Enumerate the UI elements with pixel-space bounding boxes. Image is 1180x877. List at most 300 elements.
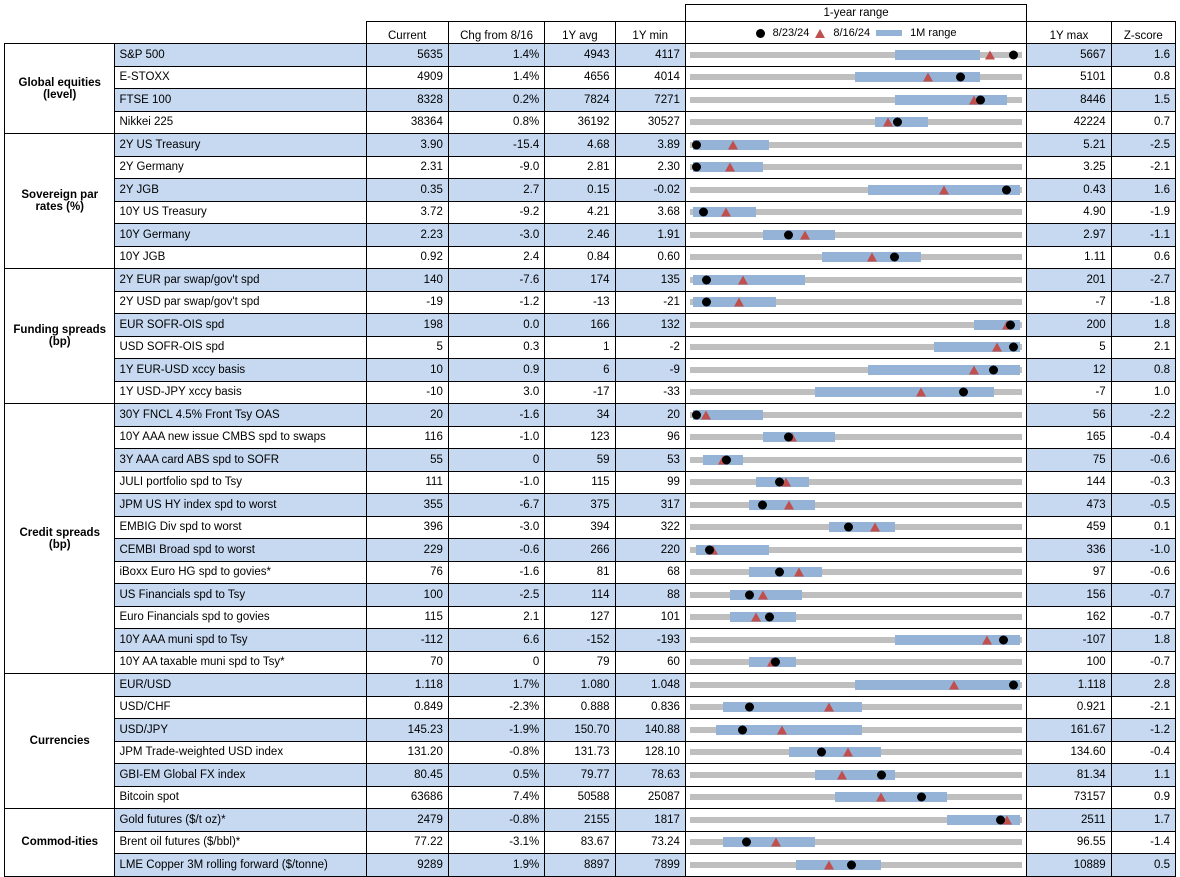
row-range-chart <box>685 561 1026 584</box>
row-z-score: -0.4 <box>1111 426 1175 449</box>
current-marker-icon <box>1009 680 1018 689</box>
prior-week-marker-icon <box>883 118 893 127</box>
range-bar <box>686 764 1026 786</box>
header-1y-max: 1Y max <box>1027 22 1111 44</box>
row-1y-avg: 2.46 <box>545 224 615 247</box>
row-1y-avg: 2155 <box>545 809 615 832</box>
range-bar <box>686 292 1026 314</box>
prior-week-marker-icon <box>725 163 735 172</box>
prior-week-marker-icon <box>751 613 761 622</box>
current-marker-icon <box>976 95 985 104</box>
table-row <box>5 786 1176 809</box>
current-marker-icon <box>742 838 751 847</box>
row-range-chart <box>685 516 1026 539</box>
range-bar <box>686 67 1026 89</box>
row-current: 396 <box>366 516 448 539</box>
row-1y-min: 1817 <box>615 809 685 832</box>
range-bar <box>686 607 1026 629</box>
row-label: USD/JPY <box>115 719 366 742</box>
table-row <box>5 516 1176 539</box>
row-change: 1.4% <box>448 44 544 67</box>
row-1y-avg: 59 <box>545 449 615 472</box>
row-label: EUR/USD <box>115 674 366 697</box>
row-1y-avg: -17 <box>545 381 615 404</box>
range-bar <box>686 584 1026 606</box>
current-marker-icon <box>745 703 754 712</box>
row-change: 2.1 <box>448 606 544 629</box>
row-range-chart <box>685 201 1026 224</box>
current-marker-icon <box>989 365 998 374</box>
row-label: iBoxx Euro HG spd to govies* <box>115 561 366 584</box>
row-z-score: 1.1 <box>1111 764 1175 787</box>
header-chg-from-8-16: Chg from 8/16 <box>448 22 544 44</box>
row-label: 2Y USD par swap/gov't spd <box>115 291 366 314</box>
row-range-chart <box>685 764 1026 787</box>
row-change: 2.7 <box>448 179 544 202</box>
row-label: E-STOXX <box>115 66 366 89</box>
row-z-score: 0.8 <box>1111 359 1175 382</box>
row-1y-avg: 127 <box>545 606 615 629</box>
range-bar <box>686 224 1026 246</box>
row-change: 0.3 <box>448 336 544 359</box>
row-current: 76 <box>366 561 448 584</box>
table-row <box>5 224 1176 247</box>
row-range-chart <box>685 606 1026 629</box>
row-change: -1.2 <box>448 291 544 314</box>
prior-week-marker-icon <box>794 568 804 577</box>
group-label-line: (bp) <box>48 336 71 348</box>
row-z-score: -1.2 <box>1111 719 1175 742</box>
table-row <box>5 764 1176 787</box>
row-1y-avg: 0.888 <box>545 696 615 719</box>
row-z-score: -2.2 <box>1111 404 1175 427</box>
range-track <box>690 232 1022 238</box>
table-row <box>5 314 1176 337</box>
legend-bar-label: 1M range <box>910 27 957 39</box>
row-1y-max: 165 <box>1027 426 1111 449</box>
prior-week-marker-icon <box>721 208 731 217</box>
row-range-chart <box>685 111 1026 134</box>
table-row <box>5 111 1176 134</box>
prior-week-marker-icon <box>916 388 926 397</box>
prior-week-marker-icon <box>734 298 744 307</box>
row-1y-avg: 7824 <box>545 89 615 112</box>
row-1y-max: 42224 <box>1027 111 1111 134</box>
prior-week-marker-icon <box>939 185 949 194</box>
row-range-chart <box>685 674 1026 697</box>
row-label: 2Y Germany <box>115 156 366 179</box>
range-legend <box>685 22 1026 44</box>
row-current: 355 <box>366 494 448 517</box>
table-row <box>5 359 1176 382</box>
current-marker-icon <box>692 163 701 172</box>
current-marker-icon <box>877 770 886 779</box>
row-1y-min: 88 <box>615 584 685 607</box>
range-bar <box>686 854 1026 876</box>
row-z-score: -2.1 <box>1111 696 1175 719</box>
range-bar <box>686 44 1026 66</box>
current-marker-icon <box>784 230 793 239</box>
row-1y-avg: 81 <box>545 561 615 584</box>
row-1y-max: 134.60 <box>1027 741 1111 764</box>
current-marker-icon <box>775 478 784 487</box>
row-1y-max: 4.90 <box>1027 201 1111 224</box>
table-row <box>5 404 1176 427</box>
row-1y-min: 0.836 <box>615 696 685 719</box>
row-range-chart <box>685 404 1026 427</box>
row-label: LME Copper 3M rolling forward ($/tonne) <box>115 854 366 877</box>
row-range-chart <box>685 246 1026 269</box>
prior-week-marker-icon <box>784 500 794 509</box>
row-1y-max: 97 <box>1027 561 1111 584</box>
row-change: -0.8% <box>448 741 544 764</box>
row-range-chart <box>685 224 1026 247</box>
row-1y-min: -0.02 <box>615 179 685 202</box>
range-track <box>690 479 1022 485</box>
table-row <box>5 44 1176 67</box>
table-row <box>5 381 1176 404</box>
row-1y-max: 200 <box>1027 314 1111 337</box>
legend-triangle-label: 8/16/24 <box>833 27 871 39</box>
row-label: 10Y US Treasury <box>115 201 366 224</box>
row-z-score: -0.5 <box>1111 494 1175 517</box>
row-z-score: -0.3 <box>1111 471 1175 494</box>
row-range-chart <box>685 156 1026 179</box>
prior-week-marker-icon <box>701 410 711 419</box>
row-1y-min: 3.68 <box>615 201 685 224</box>
current-marker-icon <box>702 298 711 307</box>
row-1y-max: 2511 <box>1027 809 1111 832</box>
range-bar <box>686 89 1026 111</box>
row-label: 3Y AAA card ABS spd to SOFR <box>115 449 366 472</box>
row-current: 9289 <box>366 854 448 877</box>
row-1y-max: 162 <box>1027 606 1111 629</box>
row-1y-max: 5 <box>1027 336 1111 359</box>
row-1y-avg: 36192 <box>545 111 615 134</box>
row-1y-max: 1.11 <box>1027 246 1111 269</box>
row-current: 140 <box>366 269 448 292</box>
row-1y-avg: 0.15 <box>545 179 615 202</box>
row-1y-max: -107 <box>1027 629 1111 652</box>
row-z-score: 0.5 <box>1111 854 1175 877</box>
row-range-chart <box>685 471 1026 494</box>
range-track <box>690 119 1022 125</box>
row-label: 2Y JGB <box>115 179 366 202</box>
current-marker-icon <box>844 523 853 532</box>
one-month-range <box>723 837 815 847</box>
row-z-score: 1.8 <box>1111 314 1175 337</box>
row-change: 1.9% <box>448 854 544 877</box>
row-1y-max: 5101 <box>1027 66 1111 89</box>
range-bar <box>686 472 1026 494</box>
range-track <box>690 569 1022 575</box>
row-current: 1.118 <box>366 674 448 697</box>
range-bar <box>686 134 1026 156</box>
row-range-chart <box>685 269 1026 292</box>
row-current: 3.90 <box>366 134 448 157</box>
row-z-score: -2.7 <box>1111 269 1175 292</box>
row-current: 0.849 <box>366 696 448 719</box>
table-row <box>5 696 1176 719</box>
group-label-line: Commod-ities <box>21 836 99 849</box>
row-1y-max: 0.921 <box>1027 696 1111 719</box>
row-1y-avg: 150.70 <box>545 719 615 742</box>
range-bar <box>686 202 1026 224</box>
range-bar <box>686 562 1026 584</box>
current-marker-icon <box>1006 320 1015 329</box>
group-label-1 <box>5 134 115 269</box>
range-track <box>690 502 1022 508</box>
row-1y-max: 5667 <box>1027 44 1111 67</box>
row-current: 8328 <box>366 89 448 112</box>
range-bar <box>686 157 1026 179</box>
table-row <box>5 854 1176 877</box>
range-bar <box>686 427 1026 449</box>
current-marker-icon <box>692 410 701 419</box>
row-1y-min: 140.88 <box>615 719 685 742</box>
row-range-chart <box>685 854 1026 877</box>
table-row <box>5 179 1176 202</box>
row-1y-max: 201 <box>1027 269 1111 292</box>
row-change: -2.5 <box>448 584 544 607</box>
row-change: 6.6 <box>448 629 544 652</box>
row-1y-min: 1.91 <box>615 224 685 247</box>
row-1y-avg: 2.81 <box>545 156 615 179</box>
row-z-score: -1.4 <box>1111 831 1175 854</box>
row-1y-avg: 266 <box>545 539 615 562</box>
row-z-score: 1.7 <box>1111 809 1175 832</box>
row-1y-max: 473 <box>1027 494 1111 517</box>
row-z-score: -2.5 <box>1111 134 1175 157</box>
row-change: -0.6 <box>448 539 544 562</box>
row-z-score: 1.0 <box>1111 381 1175 404</box>
row-range-chart <box>685 426 1026 449</box>
current-marker-icon <box>959 388 968 397</box>
table-row <box>5 449 1176 472</box>
row-label: Nikkei 225 <box>115 111 366 134</box>
one-month-range <box>763 230 836 240</box>
row-label: EUR SOFR-OIS spd <box>115 314 366 337</box>
header-spacer-label <box>115 22 366 44</box>
row-range-chart <box>685 66 1026 89</box>
row-current: 0.92 <box>366 246 448 269</box>
row-current: -112 <box>366 629 448 652</box>
row-1y-min: -9 <box>615 359 685 382</box>
current-marker-icon <box>702 275 711 284</box>
row-1y-max: 2.97 <box>1027 224 1111 247</box>
row-1y-min: 101 <box>615 606 685 629</box>
row-1y-min: 20 <box>615 404 685 427</box>
table-row <box>5 629 1176 652</box>
row-range-chart <box>685 786 1026 809</box>
row-label: FTSE 100 <box>115 89 366 112</box>
current-marker-icon <box>784 433 793 442</box>
row-range-chart <box>685 291 1026 314</box>
row-range-chart <box>685 449 1026 472</box>
group-label-line: (bp) <box>48 538 71 551</box>
row-current: 115 <box>366 606 448 629</box>
row-label: GBI-EM Global FX index <box>115 764 366 787</box>
row-current: 55 <box>366 449 448 472</box>
header-1y-min: 1Y min <box>615 22 685 44</box>
current-marker-icon <box>765 613 774 622</box>
row-1y-max: 96.55 <box>1027 831 1111 854</box>
table-row <box>5 561 1176 584</box>
range-track <box>690 434 1022 440</box>
current-marker-icon <box>722 455 731 464</box>
row-z-score: 1.6 <box>1111 44 1175 67</box>
row-1y-avg: 4.21 <box>545 201 615 224</box>
row-1y-max: 12 <box>1027 359 1111 382</box>
legend-wrap <box>686 24 1026 42</box>
one-month-range <box>895 95 1007 105</box>
row-1y-min: 135 <box>615 269 685 292</box>
row-1y-avg: 131.73 <box>545 741 615 764</box>
row-label: JPM US HY index spd to worst <box>115 494 366 517</box>
row-z-score: 0.7 <box>1111 111 1175 134</box>
table-row <box>5 156 1176 179</box>
range-track <box>690 322 1022 328</box>
row-range-chart <box>685 494 1026 517</box>
group-label-0 <box>5 44 115 134</box>
row-z-score: -1.0 <box>1111 539 1175 562</box>
table-row <box>5 674 1176 697</box>
row-1y-avg: 4.68 <box>545 134 615 157</box>
range-bar <box>686 697 1026 719</box>
row-z-score: 0.9 <box>1111 786 1175 809</box>
legend-dot-label: 8/23/24 <box>772 27 810 39</box>
row-label: Brent oil futures ($/bbl)* <box>115 831 366 854</box>
range-bar <box>686 809 1026 831</box>
legend-bar-icon <box>876 30 902 36</box>
prior-week-marker-icon <box>843 748 853 757</box>
row-1y-max: 1.118 <box>1027 674 1111 697</box>
row-change: 0.5% <box>448 764 544 787</box>
row-1y-min: 3.89 <box>615 134 685 157</box>
table-row <box>5 269 1176 292</box>
one-month-range <box>730 612 796 622</box>
row-change: 0.0 <box>448 314 544 337</box>
current-marker-icon <box>999 635 1008 644</box>
row-label: Euro Financials spd to govies <box>115 606 366 629</box>
range-bar <box>686 539 1026 561</box>
row-1y-min: 322 <box>615 516 685 539</box>
row-change: -9.2 <box>448 201 544 224</box>
row-1y-avg: 4656 <box>545 66 615 89</box>
row-current: 63686 <box>366 786 448 809</box>
range-bar <box>686 629 1026 651</box>
table-row <box>5 831 1176 854</box>
group-label-3 <box>5 404 115 674</box>
table-row <box>5 134 1176 157</box>
row-label: Gold futures ($/t oz)* <box>115 809 366 832</box>
row-1y-avg: 1 <box>545 336 615 359</box>
row-current: 198 <box>366 314 448 337</box>
current-marker-icon <box>890 253 899 262</box>
table-row <box>5 66 1176 89</box>
row-change: -1.9% <box>448 719 544 742</box>
row-1y-avg: 394 <box>545 516 615 539</box>
row-label: CEMBI Broad spd to worst <box>115 539 366 562</box>
header-blank-right <box>1027 5 1176 22</box>
row-1y-max: 10889 <box>1027 854 1111 877</box>
row-range-chart <box>685 629 1026 652</box>
row-1y-min: 128.10 <box>615 741 685 764</box>
row-1y-min: 7271 <box>615 89 685 112</box>
row-label: 10Y JGB <box>115 246 366 269</box>
row-1y-avg: 114 <box>545 584 615 607</box>
row-current: 229 <box>366 539 448 562</box>
row-1y-max: -7 <box>1027 291 1111 314</box>
row-label: 30Y FNCL 4.5% Front Tsy OAS <box>115 404 366 427</box>
row-current: 38364 <box>366 111 448 134</box>
range-bar <box>686 337 1026 359</box>
row-change: -1.6 <box>448 561 544 584</box>
legend-dot-icon <box>756 29 765 38</box>
row-z-score: -0.4 <box>1111 741 1175 764</box>
row-change: -2.3% <box>448 696 544 719</box>
row-current: 20 <box>366 404 448 427</box>
row-change: -3.0 <box>448 516 544 539</box>
row-label: 2Y EUR par swap/gov't spd <box>115 269 366 292</box>
range-bar <box>686 719 1026 741</box>
row-current: -10 <box>366 381 448 404</box>
row-1y-avg: 34 <box>545 404 615 427</box>
row-label: 10Y AAA new issue CMBS spd to swaps <box>115 426 366 449</box>
current-marker-icon <box>956 73 965 82</box>
range-bar <box>686 742 1026 764</box>
row-label: 1Y USD-JPY xccy basis <box>115 381 366 404</box>
row-current: 5 <box>366 336 448 359</box>
row-range-chart <box>685 314 1026 337</box>
group-label-line: Currencies <box>29 735 90 747</box>
row-change: -3.1% <box>448 831 544 854</box>
range-track <box>690 659 1022 665</box>
row-1y-min: 68 <box>615 561 685 584</box>
current-marker-icon <box>758 500 767 509</box>
row-1y-min: 317 <box>615 494 685 517</box>
row-current: 4909 <box>366 66 448 89</box>
row-label: US Financials spd to Tsy <box>115 584 366 607</box>
prior-week-marker-icon <box>923 73 933 82</box>
row-1y-max: 56 <box>1027 404 1111 427</box>
table-row <box>5 336 1176 359</box>
prior-week-marker-icon <box>728 140 738 149</box>
table-row <box>5 426 1176 449</box>
prior-week-marker-icon <box>867 253 877 262</box>
prior-week-marker-icon <box>969 365 979 374</box>
row-label: 10Y AAA muni spd to Tsy <box>115 629 366 652</box>
current-marker-icon <box>917 793 926 802</box>
prior-week-marker-icon <box>777 725 787 734</box>
row-label: USD SOFR-OIS spd <box>115 336 366 359</box>
row-1y-avg: 0.84 <box>545 246 615 269</box>
range-bar <box>686 652 1026 674</box>
row-1y-avg: 83.67 <box>545 831 615 854</box>
one-month-range <box>835 792 947 802</box>
row-z-score: -1.8 <box>1111 291 1175 314</box>
group-label-line: rates (%) <box>35 201 85 213</box>
group-label-line: Credit spreads <box>19 526 100 539</box>
row-range-chart <box>685 719 1026 742</box>
row-z-score: 1.8 <box>1111 629 1175 652</box>
row-change: -3.0 <box>448 224 544 247</box>
row-current: 80.45 <box>366 764 448 787</box>
row-z-score: -0.7 <box>1111 606 1175 629</box>
range-bar <box>686 449 1026 471</box>
row-range-chart <box>685 809 1026 832</box>
current-marker-icon <box>893 118 902 127</box>
